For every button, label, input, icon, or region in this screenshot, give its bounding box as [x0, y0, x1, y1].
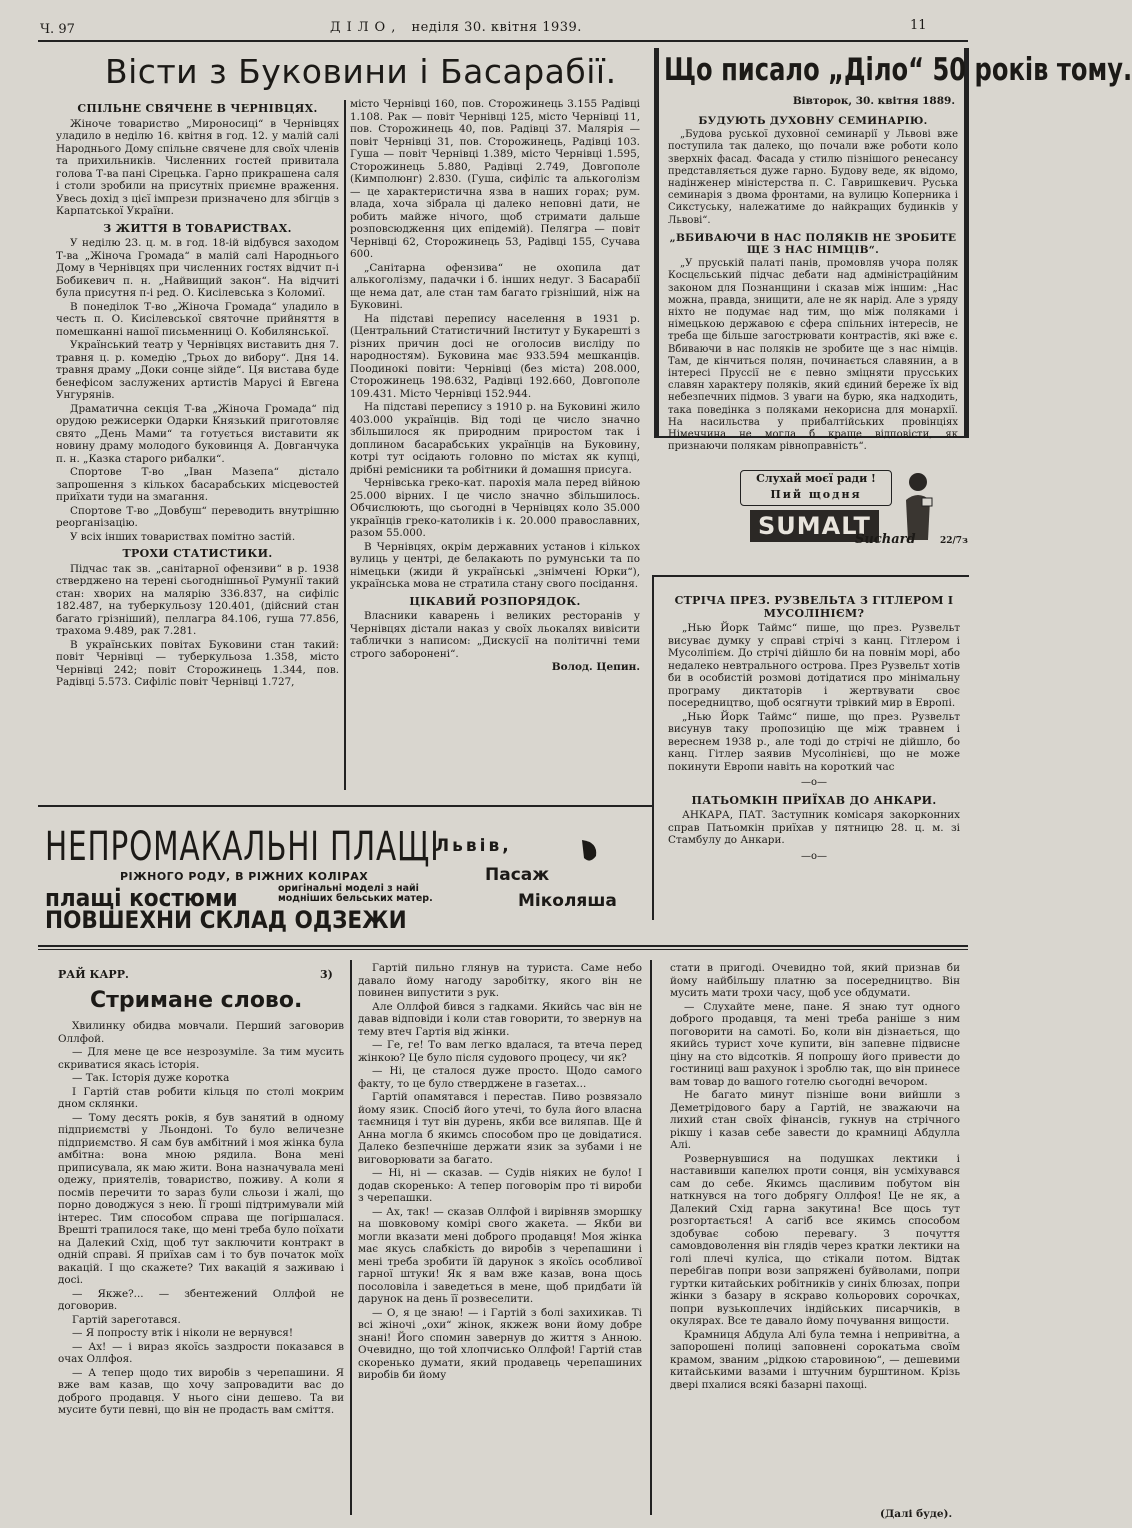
raincoat-ad	[40, 810, 650, 940]
paragraph: „У пруській палаті панів, промовляв учора поляк Косцєльський підчас дебати над адміністраційним законом для Познанщини і сказав між іншим: „Нас можна, правда, знищити, але не як нарід. Але з уряду ніхто не подумає над тим, що між поляками і німецькою державою є сфера спільних інтересів, не треба ще більше загострювати контрастів, які вже є. Вбиваючи в нас поляків не зробите ще з нас німців. Там, де кінчиться полян, починається славянин, а в інтересі Пруссії не є певно зміцняти прусських славян характеру поляків, який єдиний береже їх від небезпечних підмов. З уваги на бурю, яка надходить, така поведінка з поляками некорисна для монархії. На насильства у прибалтійських провінціях Німеччина не могла б краще відповісти, як признаючи полякам рівноправність“.	[668, 258, 958, 453]
separator: —o—	[800, 850, 828, 862]
story-paragraph: — Я попросту втік і ніколи не вернувся!	[72, 1327, 294, 1339]
heading-potemkin: ПАТЬОМКІН ПРИЇХАВ ДО АНКАРИ.	[691, 793, 937, 807]
ad-top-rule	[38, 805, 653, 807]
fifty-years-date: Вівторок, 30. квітня 1889.	[792, 95, 955, 107]
heading-statistics: ТРОХИ СТАТИСТИКИ.	[122, 547, 273, 560]
story-paragraph: — Ні, ні — сказав. — Судів ніяких не було! І додав скоренько: А тепер поговорім про ті вироби з черепашки.	[358, 1167, 642, 1204]
heading-poles: „ВБИВАЮЧИ В НАС ПОЛЯКІВ НЕ ЗРОБИТЕ ЩЕ З НАС НІМЦІВ“.	[669, 231, 957, 257]
fifty-years-title-wrap	[664, 52, 1132, 94]
heading-easter: СПІЛЬНЕ СВЯЧЕНЕ В ЧЕРНІВЦЯХ.	[77, 102, 318, 115]
heading-seminary: БУДУЮТЬ ДУХОВНУ СЕМИНАРІЮ.	[698, 115, 928, 127]
author-signature: Волод. Цепин.	[551, 661, 640, 673]
separator: —o—	[800, 777, 828, 788]
fifty-years-content	[668, 110, 958, 453]
story-paragraph: — Тому десять років, я був занятий в одному підприємстві у Льондоні. То було величезне підприємство. Я сам був амбітний і моя жінка була амбітна: вона мною рядила. Вона мені приписувала, як маю жити. Вона назначувала мені одежу, приятелів, товариство, поживу. А коли я посмів перечити то зараз були сльози і жалі, що порно доводжуся з нею. Її гроші підтримували мій інтерес. Тим способом справа ще погіршалася. Врешті трапилося таке, що мені треба було поїхати на Далекий Схід, щоб тут заключити контракт в одній справі. Я приїхав сам і то був початок моїх вакацій. І що скажете? Тих вакацій я заживаю і досі.	[58, 1111, 344, 1286]
paragraph: У всіх інших товариствах помітно застій.	[70, 530, 296, 543]
section-rule	[654, 575, 969, 577]
story-column-2	[358, 962, 642, 1520]
bukovyna-column-1	[56, 98, 339, 778]
paragraph: місто Чернівці 160, пов. Сторожинець 3.155 Радівці 1.108. Рак — повіт Чернівці 125, місто Чернівці 11, пов. Сторожинець 40, пов. Радівці 37. Малярія — повіт Чернівці 31, пов. Сторожинець, Радівці 103. Гуша — повіт Чернівці 1.389, місто Чернівці 1.595, Сторожинець 5.880, Радівці 2.749, Довгополе (Кимполюнг) 2.830. (Гуша, сифіліс та алькоголізм — це характеристична язва в наших горах; рум. влада, хоча зібрала ці далеко неповні дати, не робить майже нічого, щоб стримати дальше розповсюдження цих епідемій). Пелягра — повіт Чернівці 62, Сторожинець 53, Радівці 155, Сучава 600.	[350, 98, 640, 260]
sumalt-code: 22/7з	[940, 536, 968, 546]
sumalt-woman-icon	[900, 470, 936, 540]
paragraph: В Чернівцях, окрім державних установ і кількох вулиць у центрі, де белакають по румунськи та по німецьки (жиди й українські „знімчені Юрки“), українська мова не стратила стану свого посідання.	[350, 540, 640, 590]
paragraph: Підчас так зв. „санітарної офензиви“ в р. 1938 стверджено на терені сьогоднішньої Румунії такий стан: хворих на малярію 336.837, на сифіліс 182.487, на туберкульозу 120.401, (дійсний стан багато грізніший), пеллагра 84.106, гуша 77.856, трахома 9.489, рак 7.281.	[56, 562, 339, 637]
story-author: РАЙ КАРР.	[58, 968, 129, 981]
heading-roosevelt: СТРІЧА ПРЕЗ. РУЗВЕЛЬТА З ГІТЛЕРОМ І МУСОЛІНІЄМ?	[674, 594, 954, 620]
roosevelt-article	[668, 590, 960, 920]
story-paragraph: — Ні, це сталося дуже просто. Щодо самого факту, то це було стверджене в газетах...	[358, 1065, 642, 1090]
paragraph: На підставі перепису з 1910 р. на Буковині жило 403.000 українців. Від тоді це число значно збільшилося як природним приростом так і доплином басарабських українців на Буковину, котрі тут осідають головно по містах як купці, дрібні ремісники та робітники й домашня присуга.	[350, 401, 640, 476]
raincoat-subline: РІЖНОГО РОДУ, В РІЖНИХ КОЛІРАХ	[120, 870, 369, 883]
story-paragraph: Гартій пильно глянув на туриста. Саме небо давало йому нагоду заробітку, якого він не повинен випустити з рук.	[358, 962, 642, 999]
masthead-rule	[38, 40, 968, 42]
story-paragraph: — Слухайте мене, пане. Я знаю тут одного доброго продавця, та мені треба раніше з ним поговорити на самоті. Бо, коли він дізнається, що якийсь турист хоче купити, він запевне підвисне ціну на сто відсотків. Я попрошу його привести до гостиниці ваш рахунок і зроблю так, що він принесе вам товар до вашого готелю сьогодні вечором.	[670, 1000, 960, 1088]
paragraph: „Нью Йорк Таймс“ пише, що през. Рузвельт висуває думку у справі стрічі з канц. Гітлером і Мусоліпієм. До стрічі дійшло би на повнім морі, або недалеко невтрального острова. През Рузвельт хотів би в особистій розмові дотідатися про мінімальну програму диктаторів і жертвувати своє посередництво, щоб осягнути трівкий мир в Европі.	[668, 622, 960, 709]
heading-societies: З ЖИТТЯ В ТОВАРИСТВАХ.	[103, 221, 292, 235]
column-rule	[350, 960, 352, 1515]
paragraph: В понеділок Т-во „Жіноча Громада“ уладило в честь п. О. Кисілевської святочне прийняття в помешканні нашої письменниці О. Кобилянської.	[56, 300, 339, 338]
story-paragraph: Хвилинку обидва мовчали. Перший заговорив Оллфой.	[58, 1020, 344, 1045]
masthead-title	[330, 20, 582, 35]
column-rule	[650, 960, 652, 1515]
paragraph: Власники каварень і великих ресторанів у Чернівцях дістали наказ у своїх льокалях вивісити таблички з написом: „Дискусії на політичні теми строго заборонені“.	[350, 610, 640, 660]
sumalt-maker: Suchard	[855, 532, 916, 547]
story-paragraph: Не багато минут пізніше вони вийшли з Деметрідового бару а Гартій, не зважаючи на лихий стан своїх фінансів, гукнув на стрічного рікшу і казав себе завести до крамниці Абдулла Алі.	[670, 1089, 960, 1151]
story-paragraph: — Для мене це все незрозуміле. За тим мусить скриватися якась історія.	[58, 1046, 344, 1071]
story-column-3	[670, 962, 960, 1507]
story-column-1	[58, 1020, 344, 1520]
story-paragraph: Але Оллфой бився з гадками. Якийсь час він не давав відповіди і коли став говорити, то звернув на тему втеч Гартія від жінки.	[358, 1000, 642, 1038]
story-paragraph: — А тепер щодо тих виробів з черепашини. Я вже вам казав, що хочу запровадити вас до доброго продавця. У нього сіни дешево. Та ви мусите бути певні, що він не продасть вам сміття.	[58, 1366, 344, 1416]
bukovyna-title: Вісти з Буковини і Басарабії.	[105, 52, 617, 91]
story-paragraph: І Гартій став робити кільця по столі мокрим дном склянки.	[58, 1085, 344, 1110]
sumalt-slogan-box	[740, 470, 892, 506]
story-paragraph: Крамниця Абдула Алі була темна і непривітна, а запорошені полиці заповнені сорокатьма своїм крамом, званим „рідкою старовиною“, — дешевими китайськими вазами і штучним бурштином. Крізь двері пхалися всякі базарні пахощі.	[670, 1328, 960, 1391]
bukovyna-column-2	[350, 98, 640, 788]
paragraph: Чернівська греко-кат. парохія мала перед війною 25.000 вірних. І це число значно збільшилось. Обчислюють, що сьогодні в Чернівцях коло 35.000 українців греко-католиків і к. 20.000 православних, разом 55.000.	[350, 477, 640, 539]
story-paragraph: Розвернувшися на подушках лектики і наставивши капелюх проти сонця, він усміхувався сам до себе. Якимсь щасливим побутом він наткнувся на того добрягу Оллфоя! Це не як, а Далекий Схід гарна закутина! Все щось тут розгортається! А сагіб все якимсь способом здобуває собою перевагу. З почуття самовдоволення він глядів через кратки лектики на голі плечі куліса, що стікали потом. Відтак перебігав попри вози запряжені буйволами, попри гуртки китайських робітників у синіх блюзах, попри жінки з базару в яскраво кольорових сорочках, попри вузькоплечих індійських писарчиків, в окулярах. Все те давало йому почування вищости.	[670, 1152, 960, 1327]
page-number: 11	[910, 18, 927, 33]
story-paragraph: стати в пригоді. Очевидно той, який признав би йому найбільшу платню за посередництво. Він мусить мати трохи часу, щоб усе обдумати.	[670, 962, 960, 999]
story-paragraph: — Ах, так! — сказав Оллфой і вирівняв зморшку на шовковому комірі свого жакета. — Якби ви могли вказати мені доброго продавця! Моя жінка має якусь слабкість до виробів з черепашини і мені треба зробити їй дарунок з якоїсь особливої гарної штуки! Як я вам вже казав, вона щось посоловіла і заведеться в мене, щоб придбати їй дарунок на день її розвеселити.	[358, 1205, 642, 1305]
story-continued: (Далі буде).	[880, 1508, 953, 1520]
newspaper-name: ДІЛО,	[330, 20, 402, 35]
story-paragraph: Гартій опамятався і перестав. Пиво розвязало йому язик. Спосіб його утечі, то була його власна таємниця і тут він дурень, якби все виляпав. Ще й Анна могла б якимсь способом про це довідатися. Далеко безпечніше держати язик за зубами і не виговорювати за багато.	[358, 1091, 642, 1166]
paragraph: Український театр у Чернівцях виставить дня 7. травня ц. р. комедію „Трьох до вибору“. Дня 14. травня драму „Доки сонце зійде“. Ця вистава буде бенефісом заслужених артистів Марусі й Евгена Унгурянів.	[56, 339, 339, 401]
story-paragraph: — Ах! — і вираз якоїсь заздрости показався в очах Оллфоя.	[58, 1340, 344, 1365]
paragraph: Драматична секція Т-ва „Жіноча Громада“ під орудою режисерки Одарки Князький приготовляє свято „День Мами“ та готується виставити як новину драму молодого буковинця А. Довганчука п. н. „Казка старого рибалки“.	[56, 402, 339, 465]
raincoat-headline: НЕПРОМАКАЛЬНІ ПЛАЩІ	[45, 824, 440, 870]
story-paragraph: — Якже?... — збентежений Оллфой не договорив.	[58, 1287, 344, 1312]
raincoat-logo-icon	[578, 838, 600, 864]
story-paragraph: Гартій зареготався.	[72, 1313, 181, 1326]
story-paragraph: — О, я це знаю! — і Гартій з болі захихикав. Ті всі жіночі „охи“ жінок, якжеж вони йому добре знані! Його спомин завернув до життя з Анною. Очевидно, що той хлопчисько Оллфой! Гартій став скоренько думати, який продавець черепашиних виробів би йому	[358, 1306, 642, 1381]
raincoat-name: Міколяша	[518, 891, 617, 911]
paragraph: Спортове Т-во „Довбуш“ переводить внутрішню реорганізацію.	[56, 504, 339, 529]
paragraph: „Будова руської духовної семинарії у Львові вже поступила так далеко, що почали вже роботи коло зверхніх фасад. Фасада у стилю пізнішого ренесансу представляється дуже гарно. Будову веде, як відомо, надінженер міністерства п. С. Гавришкевич. Руська семинарія з двома фронтами, на вулицю Коперника і Сикстуську, належатиме до найкращих будинків у Львові“.	[668, 129, 958, 226]
paragraph: На підставі перепису населення в 1931 р. (Центральний Статистичний Інститут у Букарешті з різних причин досі не оголосив висліду по народностям). Буковина має 933.594 мешканців. Поодинокі повіти: Чернівці (без міста) 208.000, Сторожинець 198.632, Радівці 192.660, Довгополе 109.431. Місто Чернівці 152.944.	[350, 312, 640, 400]
paragraph: У неділю 23. ц. м. в год. 18-ій відбувся заходом Т-ва „Жіноча Громада“ в малій салі Народнього Дому в Чернівцях при численних гостях відчит п-і Бобикевич п. н. „Найвищий закон“. На відчиті була присутня п-і ред. О. Кисілевська з Коломиї.	[56, 237, 339, 299]
raincoat-passage: Пасаж	[485, 865, 550, 885]
issue-date: неділя 30. квітня 1939.	[411, 20, 582, 35]
story-part: 3)	[320, 968, 333, 981]
paragraph: Спортове Т-во „Іван Мазепа“ дістало запрошення з кількох басарабських місцевостей приїхати туди на змагання.	[56, 466, 339, 503]
story-paragraph: — Так. Історія дуже коротка	[72, 1072, 230, 1084]
column-rule	[652, 575, 654, 920]
fifty-years-title: Що писало „Діло“ 50 років тому.	[664, 52, 1132, 88]
raincoat-city: Львів,	[435, 836, 512, 856]
paragraph: АНКАРА, ПАТ. Заступник комісаря закорконних справ Патьомкін приїхав у пятницю 28. ц. м. зі Стамбулу до Анкари.	[668, 809, 960, 846]
paragraph: „Санітарна офензива“ не охопила дат алькоголізму, падачки і б. інших недуг. З Басарабії ще нема дат, але стан там багато грізніший, ніж на Буковині.	[350, 261, 640, 311]
sumalt-line1: Слухай моєї ради !	[756, 472, 876, 485]
sumalt-ad	[740, 470, 970, 560]
story-top-rule-2	[38, 949, 968, 950]
raincoat-models: оригінальні моделі з найі модніших бельських матер.	[278, 883, 433, 904]
story-col1-paragraphs	[58, 1020, 344, 1417]
page-code: Ч. 97	[40, 22, 75, 37]
sumalt-brand: SUMALT	[750, 510, 879, 542]
raincoat-line2: ПОВШЕХНИ СКЛАД ОДЗЕЖИ	[45, 906, 407, 934]
story-top-rule	[38, 945, 968, 947]
column-rule	[344, 100, 346, 790]
raincoat-line1: плащі костюми	[45, 884, 238, 912]
paragraph: В українських повітах Буковини стан такий: повіт Чернівці — туберкульоза 1.358, місто Чернівці 242; повіт Сторожинець 1.344, пов. Радівці 5.573. Сифіліс повіт Чернівці 1.727,	[56, 638, 339, 688]
paragraph: Жіноче товариство „Мироносиці“ в Чернівцях уладило в неділю 16. квітня в год. 12. у малій салі Народнього Дому спільне свячене для своїх членів та прихильників. Численних гостей привитала голова Т-ва пані Сірецька. Гарно прикрашена саля і столи зробили на присутніх приємне враження. Увесь дохід з цієї імпрези призначено для збігців з Карпатської України.	[56, 117, 339, 217]
heading-curious-order: ЦІКАВИЙ РОЗПОРЯДОК.	[409, 594, 581, 608]
story-paragraph: — Ге, ге! То вам легко вдалася, та втеча перед жінкою? Це було після судового процесу, чи як?	[358, 1039, 642, 1064]
sumalt-line2: Пий щодня	[770, 488, 862, 501]
story-title: Стримане слово.	[90, 988, 303, 1013]
paragraph: „Нью Йорк Таймс“ пише, що през. Рузвельт висунув таку пропозицію ще між травнем і вереснем 1938 р., але тоді до стрічі не дійшло, бо канц. Гітлер заявив Мусолінієві, що не може покинути Европи навіть на короткий час	[668, 710, 960, 773]
